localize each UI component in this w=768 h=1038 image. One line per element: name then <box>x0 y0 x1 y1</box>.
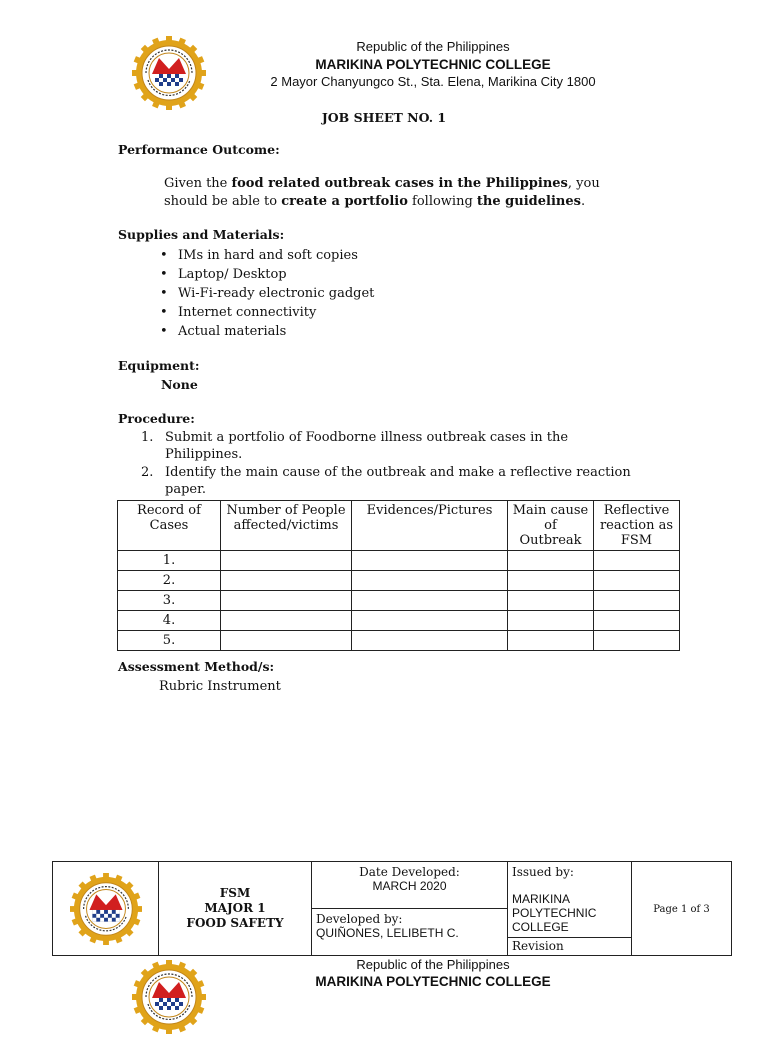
list-item: • Wi-Fi-ready electronic gadget <box>156 284 374 303</box>
table-cell[interactable] <box>221 551 352 571</box>
row-index: 4. <box>118 611 221 631</box>
records-table <box>117 500 680 651</box>
table-row <box>118 611 680 631</box>
table-cell[interactable] <box>508 551 594 571</box>
table-cell[interactable] <box>352 611 508 631</box>
next-page-college: MARIKINA POLYTECHNIC COLLEGE <box>315 974 551 989</box>
table-cell[interactable] <box>221 571 352 591</box>
col-header: Record of Cases <box>118 501 221 551</box>
equipment-value: None <box>161 377 198 392</box>
table-cell[interactable] <box>594 591 680 611</box>
col-header: Reflective reaction as FSM <box>594 501 680 551</box>
list-item: • IMs in hard and soft copies <box>156 246 374 265</box>
issued-label: Issued by: <box>512 865 574 879</box>
list-item: • Actual materials <box>156 322 374 341</box>
col-header: Number of People affected/victims <box>221 501 352 551</box>
col-header: Evidences/Pictures <box>352 501 508 551</box>
table-cell[interactable] <box>508 571 594 591</box>
procedure-heading: Procedure: <box>118 411 195 426</box>
table-cell[interactable] <box>594 551 680 571</box>
revision-label: Revision <box>512 939 564 953</box>
page-number: Page 1 of 3 <box>653 904 710 915</box>
date-value: MARCH 2020 <box>372 879 447 893</box>
procedure-step: 2. Identify the main cause of the outbreak and make a reflective reaction paper. <box>141 465 631 497</box>
college-seal-icon <box>70 873 142 945</box>
procedure-steps <box>141 429 631 499</box>
table-cell[interactable] <box>221 631 352 651</box>
col-header: Main cause of Outbreak <box>508 501 594 551</box>
table-cell[interactable] <box>594 611 680 631</box>
list-item: • Laptop/ Desktop <box>156 265 374 284</box>
assessment-heading: Assessment Method/s: <box>118 659 275 674</box>
footer-table <box>52 861 732 956</box>
table-cell[interactable] <box>352 631 508 651</box>
date-cell <box>312 862 508 909</box>
course-level: MAJOR 1 <box>204 901 266 915</box>
footer-logo-cell <box>53 862 159 956</box>
developer-label: Developed by: <box>316 912 403 926</box>
header-college: MARIKINA POLYTECHNIC COLLEGE <box>315 57 551 72</box>
job-sheet-title: JOB SHEET NO. 1 <box>321 110 447 125</box>
row-index: 2. <box>118 571 221 591</box>
supplies-list <box>156 246 374 341</box>
page-cell <box>632 862 732 956</box>
developer-cell <box>312 909 508 956</box>
table-cell[interactable] <box>508 591 594 611</box>
table-row <box>118 571 680 591</box>
table-header-row <box>118 501 680 551</box>
course-title: FOOD SAFETY <box>186 916 284 930</box>
issued-value: MARIKINA POLYTECHNIC COLLEGE <box>512 892 597 934</box>
table-cell[interactable] <box>221 611 352 631</box>
equipment-heading: Equipment: <box>118 358 200 373</box>
list-item: • Internet connectivity <box>156 303 374 322</box>
row-index: 5. <box>118 631 221 651</box>
header-country: Republic of the Philippines <box>356 39 510 54</box>
table-cell[interactable] <box>594 571 680 591</box>
performance-text: Given the food related outbreak cases in the Philippines, you should be able to create a portfolio following the guidelines. <box>164 176 600 209</box>
row-index: 1. <box>118 551 221 571</box>
table-cell[interactable] <box>352 571 508 591</box>
revision-cell <box>508 938 632 956</box>
table-cell[interactable] <box>352 551 508 571</box>
supplies-heading: Supplies and Materials: <box>118 227 285 242</box>
course-code: FSM <box>219 886 251 900</box>
header-address: 2 Mayor Chanyungco St., Sta. Elena, Marikina City 1800 <box>270 74 596 89</box>
issued-cell <box>508 862 632 938</box>
date-label: Date Developed: <box>359 865 460 879</box>
procedure-step: 1. Submit a portfolio of Foodborne illness outbreak cases in the Philippines. <box>141 430 569 462</box>
table-cell[interactable] <box>352 591 508 611</box>
course-info-cell <box>159 862 312 956</box>
assessment-value: Rubric Instrument <box>159 679 281 694</box>
developer-value: QUIÑONES, LELIBETH C. <box>316 926 459 940</box>
table-row <box>118 551 680 571</box>
next-page-country: Republic of the Philippines <box>356 957 510 972</box>
table-cell[interactable] <box>221 591 352 611</box>
table-row <box>118 591 680 611</box>
table-cell[interactable] <box>594 631 680 651</box>
table-cell[interactable] <box>508 611 594 631</box>
row-index: 3. <box>118 591 221 611</box>
table-row <box>118 631 680 651</box>
table-cell[interactable] <box>508 631 594 651</box>
performance-heading: Performance Outcome: <box>118 142 280 157</box>
